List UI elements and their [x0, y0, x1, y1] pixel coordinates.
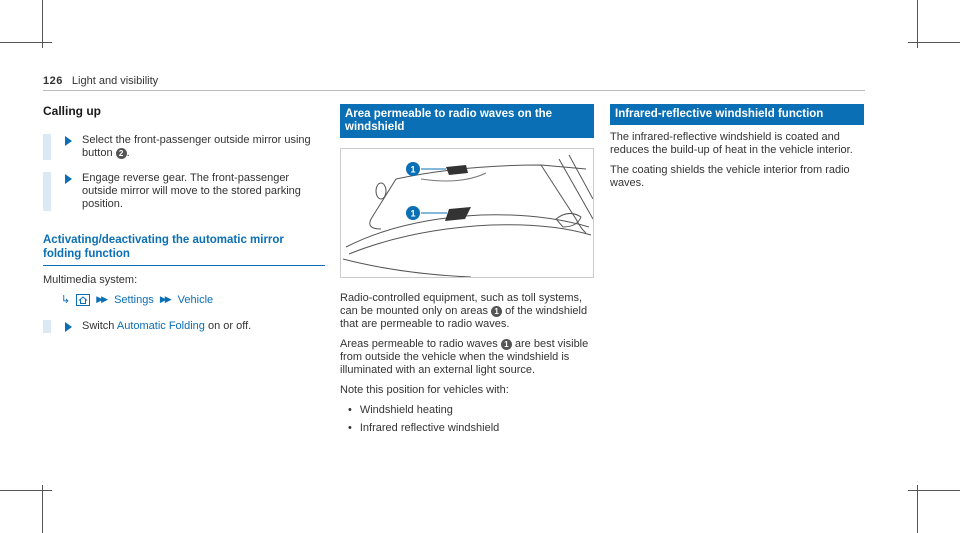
page-header	[43, 75, 158, 87]
section-title: Light and visibility	[71, 75, 159, 87]
step-text-content: Switch	[82, 320, 115, 332]
nav-path	[61, 293, 325, 306]
crop-mark	[42, 0, 43, 48]
step-text	[82, 320, 251, 333]
crop-mark	[908, 42, 960, 43]
crop-mark	[917, 0, 918, 48]
double-chevron-icon: ▶▶	[159, 294, 170, 304]
step-bar	[43, 134, 51, 160]
step-arrow-icon	[65, 174, 72, 184]
step-arrow-icon	[65, 322, 72, 332]
crop-mark	[0, 42, 52, 43]
paragraph-text: of the windshield that are permeable to radio waves.	[340, 305, 588, 330]
paragraph-text: are best visible from outside the vehicle when the windshield is illuminated with an external light source.	[340, 338, 589, 376]
vehicle-list	[340, 404, 594, 435]
step-text: Engage reverse gear. The front-passenger outside mirror will move to the stored parking position.	[82, 172, 301, 210]
paragraph-text: Radio-controlled equipment, such as toll systems, can be mounted only on areas	[340, 292, 583, 317]
calling-up-title: Calling up	[43, 104, 101, 118]
step-text-content: Select the front-passenger outside mirror using button	[82, 134, 311, 159]
infrared-paragraph: The infrared-reflective windshield is coated and reduces the build-up of heat in the vehicle interior.	[610, 131, 853, 156]
step	[43, 134, 325, 160]
column-left	[43, 104, 325, 345]
crop-mark	[908, 490, 960, 491]
list-item: • Infrared reflective windshield	[348, 422, 594, 435]
crop-mark	[42, 485, 43, 533]
radio-paragraph	[340, 292, 594, 331]
step	[43, 172, 325, 211]
area-number-badge: 1	[501, 339, 512, 350]
crop-mark	[917, 485, 918, 533]
nav-vehicle[interactable]: Vehicle	[177, 293, 214, 306]
button-number-badge: 2	[116, 148, 127, 159]
multimedia-label: Multimedia system:	[43, 274, 138, 286]
double-chevron-icon: ▶▶	[96, 294, 107, 304]
crop-mark	[0, 490, 52, 491]
home-icon[interactable]	[76, 294, 90, 306]
step-arrow-icon	[65, 136, 72, 146]
infrared-banner: Infrared-reflective windshield function	[610, 104, 864, 125]
step	[43, 320, 325, 333]
column-middle	[340, 104, 594, 440]
automatic-folding-item[interactable]: Automatic Folding	[116, 320, 205, 332]
step-bar	[43, 172, 51, 211]
radio-paragraph	[340, 338, 594, 377]
windshield-figure	[340, 148, 594, 278]
list-item: • Windshield heating	[348, 404, 594, 417]
nav-arrow-icon: ↳	[61, 294, 71, 306]
infrared-paragraph: The coating shields the vehicle interior from radio waves.	[610, 164, 850, 189]
figure-label: 1	[410, 208, 416, 219]
step-text-content: on or off.	[207, 320, 252, 332]
header-rule	[43, 90, 865, 91]
step-text: Select the front-passenger outside mirror using button 2 .	[82, 134, 311, 159]
figure-label: 1	[410, 164, 416, 175]
paragraph-text: Areas permeable to radio waves	[340, 338, 498, 350]
step-bar	[43, 320, 51, 333]
windshield-illustration	[341, 149, 593, 277]
nav-settings[interactable]: Settings	[114, 293, 154, 306]
radio-note: Note this position for vehicles with:	[340, 384, 509, 396]
folding-title: Activating/deactivating the automatic mirror folding function	[43, 233, 325, 266]
column-right	[610, 104, 864, 197]
radio-banner: Area permeable to radio waves on the windshield	[340, 104, 594, 138]
page-number: 126	[43, 75, 63, 87]
area-number-badge: 1	[491, 306, 502, 317]
